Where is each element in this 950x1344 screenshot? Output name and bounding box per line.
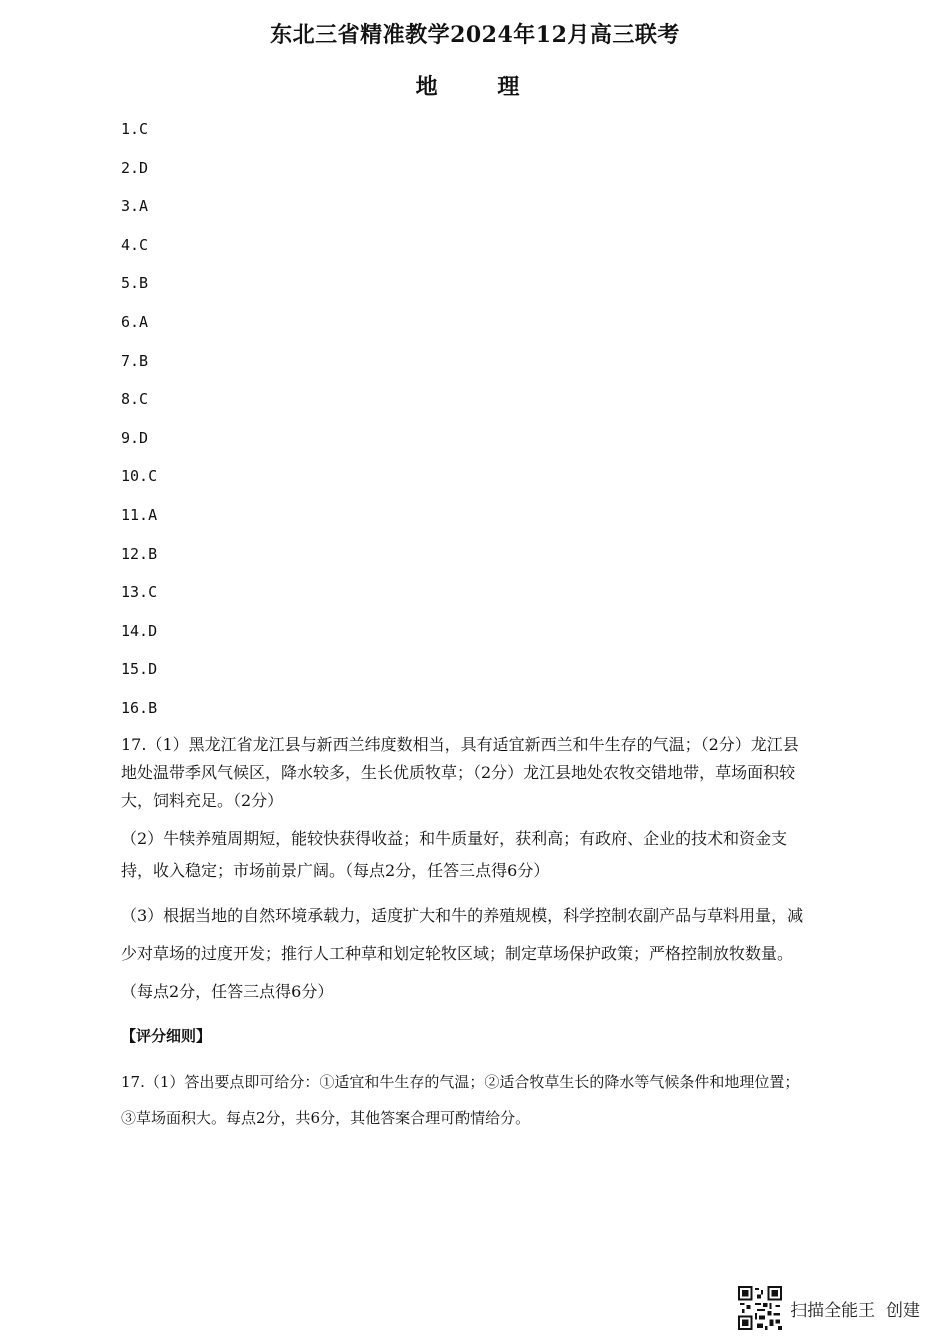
answer-item: 2.D (121, 158, 149, 177)
answer-item: 4.C (121, 235, 149, 254)
question-17-part-2: （2）牛犊养殖周期短，能较快获得收益；和牛质量好，获利高；有政府、企业的技术和资金支持，收入稳定；市场前景广阔。（每点2分，任答三点得6分） (121, 829, 788, 880)
scanner-app-label: 扫描全能王 创建 (790, 1300, 920, 1321)
answer-list (121, 117, 157, 735)
answer-item: 8.C (121, 390, 149, 409)
answer-item: 15.D (121, 660, 158, 679)
answer-item: 3.A (121, 197, 149, 216)
question-17-answer (121, 731, 811, 1136)
answer-item: 14.D (121, 621, 158, 640)
answer-item: 11.A (121, 505, 158, 524)
scoring-rules-heading: 【评分细则】 (121, 1027, 212, 1045)
answer-item: 7.B (121, 351, 149, 370)
answer-item: 5.B (121, 274, 149, 293)
answer-item: 16.B (121, 698, 158, 717)
document-title: 东北三省精准教学2024年12月高三联考 (270, 22, 680, 48)
answer-item: 9.D (121, 428, 149, 447)
answer-item: 6.A (121, 312, 149, 331)
question-17-part-1: 17.（1）黑龙江省龙江县与新西兰纬度数相当，具有适宜新西兰和牛生存的气温；（2分）龙江县地处温带季风气候区，降水较多，生长优质牧草；（2分）龙江县地处农牧交错地带，草场面积较大，饲料充足。（2分） (121, 735, 799, 810)
scoring-rules-text: 17.（1）答出要点即可给分：①适宜和牛生存的气温；②适合牧草生长的降水等气候条件和地理位置；③草场面积大。每点2分，共6分，其他答案合理可酌情给分。 (121, 1073, 800, 1127)
subject-title: 地 理 (415, 74, 546, 100)
answer-item: 10.C (121, 467, 158, 486)
answer-item: 13.C (121, 583, 158, 602)
scanner-watermark (738, 1286, 920, 1330)
qr-code-icon (738, 1286, 782, 1330)
question-17-part-3: （3）根据当地的自然环境承载力，适度扩大和牛的养殖规模，科学控制农副产品与草料用量，减少对草场的过度开发；推行人工种草和划定轮牧区域；制定草场保护政策；严格控制放牧数量。（每点2分，任答三点得6分） (121, 906, 804, 1001)
answer-item: 12.B (121, 544, 158, 563)
answer-item: 1.C (121, 120, 149, 138)
